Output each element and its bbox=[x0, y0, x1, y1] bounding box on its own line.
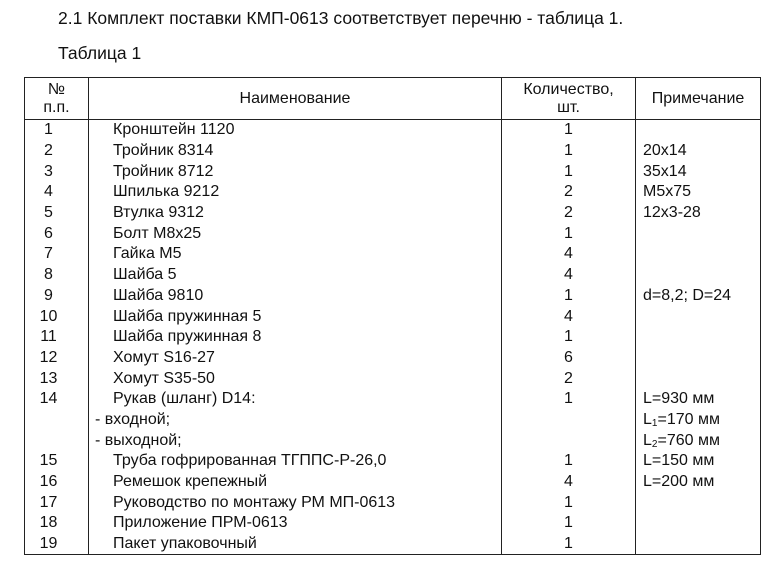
table-row bbox=[25, 389, 761, 410]
header-name: Наименование bbox=[89, 78, 502, 120]
row-number: 12 bbox=[25, 348, 89, 369]
row-number: 4 bbox=[25, 182, 89, 203]
row-quantity: 1 bbox=[502, 513, 636, 534]
row-quantity: 1 bbox=[502, 141, 636, 162]
header-number-line1: № bbox=[47, 80, 66, 98]
table-row bbox=[25, 161, 761, 182]
note-suffix: =170 мм bbox=[657, 410, 720, 428]
row-note bbox=[636, 513, 761, 534]
row-name: Пакет упаковочный bbox=[89, 534, 502, 555]
row-number: 10 bbox=[25, 306, 89, 327]
row-name: Приложение ПРМ-0613 bbox=[89, 513, 502, 534]
row-note bbox=[636, 348, 761, 369]
row-name: Руководство по монтажу РМ МП-0613 bbox=[89, 492, 502, 513]
row-note bbox=[636, 534, 761, 555]
delivery-set-table bbox=[24, 77, 761, 555]
row-quantity: 1 bbox=[502, 161, 636, 182]
row-name: Хомут S16-27 bbox=[89, 348, 502, 369]
row-name: - входной; bbox=[89, 410, 502, 431]
row-name: Шпилька 9212 bbox=[89, 182, 502, 203]
row-quantity: 1 bbox=[502, 534, 636, 555]
note-suffix: =760 мм bbox=[657, 431, 720, 449]
header-quantity-line2: шт. bbox=[557, 98, 580, 116]
row-name: Болт М8х25 bbox=[89, 223, 502, 244]
row-number: 8 bbox=[25, 265, 89, 286]
table-row bbox=[25, 327, 761, 348]
header-quantity bbox=[502, 78, 636, 120]
note-subscript: 1 bbox=[651, 417, 658, 429]
table-row bbox=[25, 451, 761, 472]
row-note bbox=[636, 265, 761, 286]
table-row bbox=[25, 244, 761, 265]
table-row bbox=[25, 534, 761, 555]
row-number: 9 bbox=[25, 286, 89, 307]
row-number: 18 bbox=[25, 513, 89, 534]
row-note: L=150 мм bbox=[636, 451, 761, 472]
row-quantity: 1 bbox=[502, 120, 636, 141]
table-row bbox=[25, 306, 761, 327]
note-prefix: L bbox=[643, 410, 652, 428]
header-note: Примечание bbox=[636, 78, 761, 120]
row-quantity: 2 bbox=[502, 182, 636, 203]
row-number: 11 bbox=[25, 327, 89, 348]
row-note bbox=[636, 223, 761, 244]
row-number: 7 bbox=[25, 244, 89, 265]
row-number: 1 bbox=[25, 120, 89, 141]
row-note bbox=[636, 306, 761, 327]
row-name: Шайба 5 bbox=[89, 265, 502, 286]
table-row bbox=[25, 410, 761, 431]
table-row bbox=[25, 513, 761, 534]
row-note bbox=[636, 368, 761, 389]
row-name: Труба гофрированная ТГППС-Р-26,0 bbox=[89, 451, 502, 472]
note-prefix: L bbox=[643, 431, 652, 449]
row-number: 19 bbox=[25, 534, 89, 555]
row-note bbox=[636, 492, 761, 513]
row-note bbox=[636, 327, 761, 348]
table-row bbox=[25, 120, 761, 141]
row-quantity: 1 bbox=[502, 223, 636, 244]
row-name: Хомут S35-50 bbox=[89, 368, 502, 389]
row-quantity: 6 bbox=[502, 348, 636, 369]
table-row bbox=[25, 492, 761, 513]
row-quantity: 4 bbox=[502, 244, 636, 265]
row-number bbox=[25, 430, 89, 451]
row-note: 35x14 bbox=[636, 161, 761, 182]
row-note: М5х75 bbox=[636, 182, 761, 203]
table-row bbox=[25, 203, 761, 224]
row-number bbox=[25, 410, 89, 431]
table-row bbox=[25, 223, 761, 244]
header-quantity-line1: Количество, bbox=[523, 80, 614, 98]
row-name: Тройник 8712 bbox=[89, 161, 502, 182]
row-number: 3 bbox=[25, 161, 89, 182]
note-subscript: 2 bbox=[651, 438, 658, 450]
row-note: 12х3-28 bbox=[636, 203, 761, 224]
table-row bbox=[25, 368, 761, 389]
table-row bbox=[25, 286, 761, 307]
row-name: Кронштейн 1120 bbox=[89, 120, 502, 141]
table-row bbox=[25, 141, 761, 162]
row-quantity: 2 bbox=[502, 203, 636, 224]
row-note: 20x14 bbox=[636, 141, 761, 162]
row-name: Гайка М5 bbox=[89, 244, 502, 265]
row-name: Шайба пружинная 8 bbox=[89, 327, 502, 348]
row-note bbox=[636, 244, 761, 265]
row-note bbox=[636, 120, 761, 141]
row-quantity: 1 bbox=[502, 389, 636, 410]
row-name: - выходной; bbox=[89, 430, 502, 451]
table-row bbox=[25, 182, 761, 203]
row-quantity: 1 bbox=[502, 492, 636, 513]
table-row bbox=[25, 265, 761, 286]
row-name: Рукав (шланг) D14: bbox=[89, 389, 502, 410]
row-quantity bbox=[502, 430, 636, 451]
row-name: Втулка 9312 bbox=[89, 203, 502, 224]
table-row bbox=[25, 430, 761, 451]
table-caption: Таблица 1 bbox=[58, 43, 142, 63]
row-quantity: 1 bbox=[502, 451, 636, 472]
header-number bbox=[25, 78, 89, 120]
row-number: 14 bbox=[25, 389, 89, 410]
row-note: L=930 мм bbox=[636, 389, 761, 410]
row-note: d=8,2; D=24 bbox=[636, 286, 761, 307]
row-note: L=200 мм bbox=[636, 472, 761, 493]
row-number: 13 bbox=[25, 368, 89, 389]
row-name: Шайба 9810 bbox=[89, 286, 502, 307]
row-number: 2 bbox=[25, 141, 89, 162]
row-number: 16 bbox=[25, 472, 89, 493]
row-quantity: 4 bbox=[502, 472, 636, 493]
row-quantity: 1 bbox=[502, 327, 636, 348]
row-number: 15 bbox=[25, 451, 89, 472]
row-number: 5 bbox=[25, 203, 89, 224]
section-heading: 2.1 Комплект поставки КМП-0613 соответствует перечню - таблица 1. bbox=[58, 8, 624, 28]
row-number: 6 bbox=[25, 223, 89, 244]
row-quantity bbox=[502, 410, 636, 431]
table-row bbox=[25, 472, 761, 493]
row-name: Шайба пружинная 5 bbox=[89, 306, 502, 327]
row-quantity: 1 bbox=[502, 286, 636, 307]
row-quantity: 4 bbox=[502, 265, 636, 286]
row-note bbox=[636, 430, 761, 451]
row-note bbox=[636, 410, 761, 431]
table-header-row bbox=[25, 78, 761, 120]
row-name: Тройник 8314 bbox=[89, 141, 502, 162]
row-number: 17 bbox=[25, 492, 89, 513]
table-row bbox=[25, 348, 761, 369]
header-number-line2: п.п. bbox=[43, 98, 70, 116]
row-quantity: 4 bbox=[502, 306, 636, 327]
row-name: Ремешок крепежный bbox=[89, 472, 502, 493]
row-quantity: 2 bbox=[502, 368, 636, 389]
